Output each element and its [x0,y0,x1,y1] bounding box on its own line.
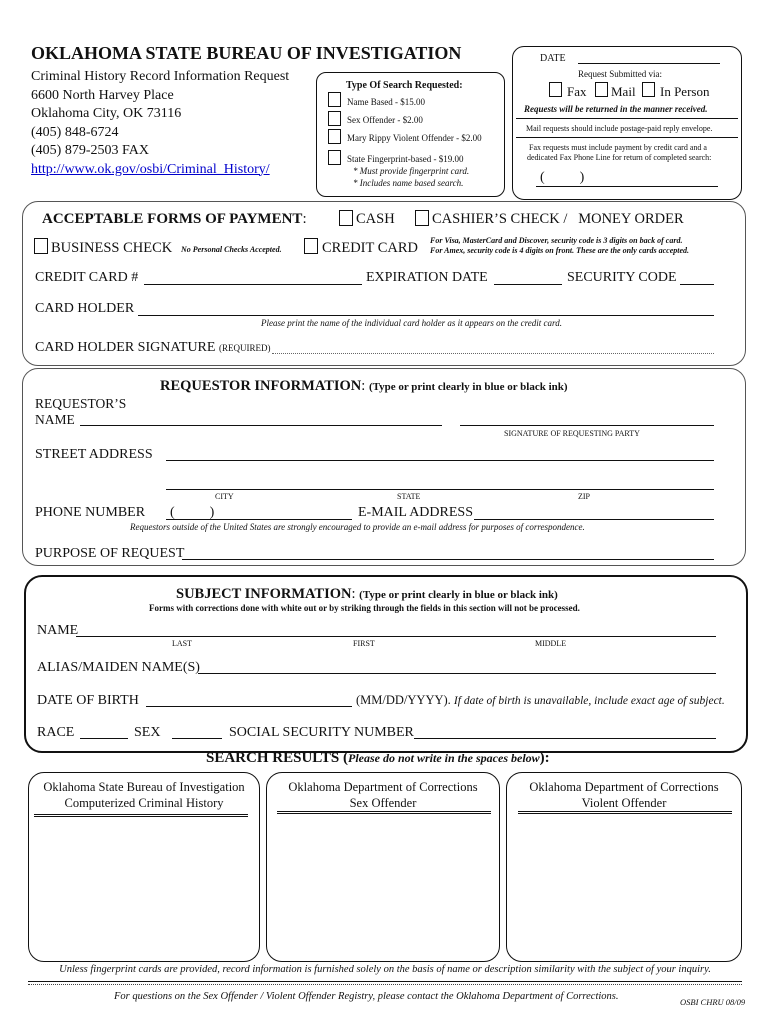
divider [516,118,738,119]
fingerprint-note: * Must provide fingerprint card. [353,166,470,176]
results-sex-offender-line: Sex Offender [349,796,417,810]
fax-phone-paren: ( ) [540,170,585,185]
results-violent-offender-divider [518,811,732,814]
mail-note: Mail requests should include postage-paid reply envelope. [526,124,713,133]
search-option-label: Name Based - $15.00 [347,97,425,107]
last-caption: LAST [172,639,192,648]
sex-field[interactable] [172,738,222,739]
date-label: DATE [540,53,566,64]
submitted-via-label: Request Submitted via: [578,69,662,79]
credit-card-label: CREDIT CARD [322,240,419,256]
race-label: RACE [37,725,75,740]
fax-note: dedicated Fax Phone Line for return of completed search: [527,153,712,162]
city-state-zip-field[interactable] [166,489,714,490]
address-line: 6600 North Harvey Place [31,87,174,103]
fax-note: Fax requests must include payment by credit card and a [529,143,707,152]
requestor-heading-text: REQUESTOR INFORMATION [160,378,362,394]
results-heading: SEARCH RESULTS (Please do not write in the spaces below): [206,750,550,766]
returned-note-text: Requests will be returned in the manner received [524,104,706,114]
results-osbi-title [28,779,260,811]
business-check-checkbox[interactable] [34,238,48,254]
alias-field[interactable] [198,673,716,674]
returned-note: Requests will be returned in the manner received. [524,104,708,114]
email-field[interactable] [474,519,714,520]
dob-field[interactable] [146,706,352,707]
form-title: OKLAHOMA STATE BUREAU OF INVESTIGATION [31,43,462,63]
address-line: Criminal History Record Information Request [31,69,290,84]
cashiers-check-label: CASHIER’S CHECK / MONEY ORDER [432,211,684,227]
results-osbi-divider [34,814,248,817]
method-fax-label: Fax [567,84,587,99]
search-option-label: Sex Offender - $2.00 [347,115,423,125]
cc-number-label: CREDIT CARD # [35,270,139,285]
purpose-label: PURPOSE OF REQUEST [35,546,185,561]
sex-offender-checkbox[interactable] [328,111,341,126]
subject-heading-note: (Type or print clearly in blue or black ink) [359,589,558,601]
state-caption: STATE [397,492,421,501]
phone-paren: ( ) [170,505,215,520]
agency-address [31,68,289,179]
agency-url-link[interactable]: http://www.ok.gov/osbi/Criminal_History/ [31,161,270,177]
requestor-heading: REQUESTOR INFORMATION: (Type or print clearly in blue or black ink) [160,378,568,394]
security-code-label: SECURITY CODE [567,270,677,285]
method-mail-label: Mail [611,84,636,99]
dob-label: DATE OF BIRTH [37,693,139,708]
results-heading-text: SEARCH RESULTS [206,750,340,766]
footer-divider-dotted [28,984,742,985]
cashiers-check-checkbox[interactable] [415,210,429,226]
mail-checkbox[interactable] [595,82,608,97]
cc-number-field[interactable] [144,284,362,285]
cash-label: CASH [356,211,395,227]
in-person-checkbox[interactable] [642,82,655,97]
address-line: (405) 848-6724 [31,124,119,140]
fax-phone-field[interactable] [536,186,718,187]
card-holder-signature-label [35,340,270,356]
results-heading-note: Please do not write in the spaces below [348,751,540,765]
requestor-section [22,368,746,566]
requestor-heading-note: (Type or print clearly in blue or black ink) [368,381,568,393]
requestor-name-label-2: NAME [35,412,75,427]
dob-note: If date of birth is unavailable, include exact age of subject. [453,695,725,707]
email-label: E-MAIL ADDRESS [358,505,473,520]
first-caption: FIRST [353,639,375,648]
divider [516,137,738,138]
results-osbi-line: Computerized Criminal History [64,796,224,810]
card-holder-label: CARD HOLDER [35,301,135,316]
business-check-label: BUSINESS CHECK [51,240,173,256]
card-holder-signature-field[interactable] [272,353,714,354]
date-field[interactable] [578,63,720,64]
fax-checkbox[interactable] [549,82,562,97]
email-note: Requestors outside of the United States are strongly encouraged to provide an e-mail address for purposes of correspondence. [130,522,585,532]
results-sex-offender-divider [277,811,491,814]
amex-note: For Amex, security code is 4 digits on front. These are the only cards accepted. [430,246,690,255]
alias-label: ALIAS/MAIDEN NAME(S) [37,660,200,675]
payment-heading: ACCEPTABLE FORMS OF PAYMENT: [42,211,307,227]
phone-label: PHONE NUMBER [35,505,146,520]
results-osbi-line: Oklahoma State Bureau of Investigation [43,780,245,794]
subject-warning: Forms with corrections done with white out or by striking through the fields in this section will not be processed. [149,603,580,613]
subject-name-field[interactable] [76,636,716,637]
street-address-label: STREET ADDRESS [35,447,153,462]
required-label: (REQUIRED) [218,343,271,353]
street-address-field[interactable] [166,460,714,461]
payment-heading-text: ACCEPTABLE FORMS OF PAYMENT [42,211,303,227]
dob-format-text: (MM/DD/YYYY). [356,693,451,707]
ssn-field[interactable] [414,738,716,739]
method-in-person-label: In Person [660,84,710,99]
security-code-field[interactable] [680,284,714,285]
contact-note: For questions on the Sex Offender / Violent Offender Registry, please contact the Oklahoma Department of Corrections. [114,991,619,1002]
phone-field[interactable] [166,519,352,520]
results-violent-offender-title [506,779,742,811]
card-holder-note: Please print the name of the individual card holder as it appears on the credit card. [261,318,562,328]
search-type-heading: Type Of Search Requested: [346,80,463,91]
results-sex-offender-line: Oklahoma Department of Corrections [288,780,478,794]
violent-offender-checkbox[interactable] [328,129,341,144]
requestor-name-field[interactable] [80,425,442,426]
card-holder-field[interactable] [138,315,714,316]
expiration-field[interactable] [494,284,562,285]
address-line: Oklahoma City, OK 73116 [31,106,182,121]
subject-heading: SUBJECT INFORMATION: (Type or print clearly in blue or black ink) [176,586,558,602]
name-based-checkbox[interactable] [328,92,341,107]
results-violent-offender-line: Violent Offender [581,796,667,810]
requestor-name-label [35,396,126,428]
race-field[interactable] [80,738,128,739]
expiration-label: EXPIRATION DATE [366,270,488,285]
address-line: (405) 879-2503 FAX [31,143,149,158]
zip-caption: ZIP [578,492,590,501]
signature-label-text: CARD HOLDER SIGNATURE [35,340,216,355]
search-option-label: Mary Rippy Violent Offender - $2.00 [347,133,482,143]
signature-caption: SIGNATURE OF REQUESTING PARTY [504,429,640,438]
results-violent-offender-line: Oklahoma Department of Corrections [529,780,719,794]
ssn-label: SOCIAL SECURITY NUMBER [229,725,414,740]
fingerprint-checkbox[interactable] [328,150,341,165]
subject-heading-text: SUBJECT INFORMATION [176,586,352,602]
visa-note: For Visa, MasterCard and Discover, security code is 3 digits on back of card. [430,236,683,245]
sex-label: SEX [134,725,161,740]
purpose-field[interactable] [182,559,714,560]
city-caption: CITY [215,492,234,501]
subject-name-label: NAME [37,623,79,638]
dob-format [356,693,725,708]
business-check-note: No Personal Checks Accepted. [181,245,282,254]
form-id: OSBI CHRU 08/09 [680,997,746,1007]
search-option-label: State Fingerprint-based - $19.00 [347,154,464,164]
fingerprint-note: * Includes name based search. [353,178,464,188]
middle-caption: MIDDLE [535,639,567,648]
footer-divider [28,981,742,982]
cash-checkbox[interactable] [339,210,353,226]
credit-card-checkbox[interactable] [304,238,318,254]
results-sex-offender-title [266,779,500,811]
requestor-name-label-1: REQUESTOR’S [35,396,127,411]
requestor-signature-field[interactable] [460,425,714,426]
disclaimer: Unless fingerprint cards are provided, record information is furnished solely on the basis of name or description similarity with the subject of your inquiry. [59,964,711,975]
